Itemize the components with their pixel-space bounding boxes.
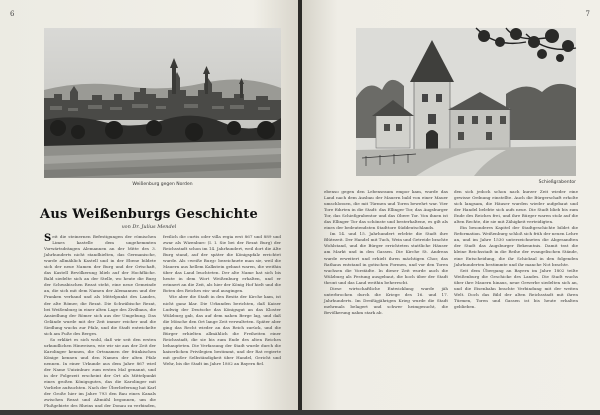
paragraph: ebenso gegen den Lebensraum empor kam, wurde das Land nach dem Ausbau der Mauern bald von einer Mauer umschlossen, die mit Türmen und Toren bewehrt war. Vier Tore führten in die Stadt: das Ellinger Tor, das Augsburger Tor, das Schießgrabentor und das Obere Tor. Von ihnen ist das Ellinger Tor das schönste und besterhaltene, es gilt als eines der bedeutendsten Stadttore Süddeutschlands. [324, 189, 448, 231]
page-number: 7 [585, 10, 590, 18]
paragraph: Seit dem Übergang an Bayern im Jahre 1802 teilte Weißenburg die Geschicke des Landes. Die Stadt wuchs über ihre Mauern hinaus, neue Gewerbe siedelten sich an, und die Eisenbahn brachte Verbindung mit der weiten Welt. Doch das Bild der alten Reichsstadt mit ihren Türmen, Toren und Gassen ist bis heute erhalten geblieben. [454, 267, 578, 309]
gate-tower-photo [356, 28, 576, 176]
page-number: 6 [10, 10, 15, 18]
paragraph: Diese wirtschaftliche Entwicklung wurde jäh unterbrochen durch die Kriege des 16. und 17. Jahrhunderts. Im Dreißigjährigen Krieg wurde die Stadt mehrmals belagert und schwer heimgesucht, die Bevölkerung nahm stark ab. [324, 285, 448, 315]
dropcap: S [44, 233, 52, 244]
paragraph: freilich die curtis oder villa regia erst 867 und 889 und zwar als Wizenburc (I. I. Sie bei der Rezat Burg) der Reichsstadt schon im 14. Jahrhundert, weil dort die Alte Burg stand, auf der später die Königspfalz errichtet wurde. Als «weiße Burg» bezeichnete man sie, weil die Mauern aus hellem Kalkstein gebaut waren, die weithin über das Land leuchteten. Der alte Name hat sich bis heute in dem Wort Weißenburg erhalten, und er erinnert an die Zeit, als hier der König Hof hielt und die Boten des Reiches ein- und ausgingen. [163, 234, 281, 294]
paragraph: So erklärt es sich wohl, daß wir seit den ersten urkundlichen Hinweisen, wie wir sie aus der Zeit der Karolinger kennen, die Ortsnamen der fränkischen Könige kennen und den Namen der alten Pfalz nennen. In einer Urkunde aus dem Jahre 867 wird der Name Uuizinburc zum ersten Mal genannt, und in der Folgezeit erscheint der Ort als Mittelpunkt eines großen Königsgutes, das die Karolinger mit Vorliebe aufsuchten. Nach der Überlieferung hat Karl der Große hier im Jahre 793 den Bau eines Kanals zwischen Rezat und Altmühl begonnen, um die Flußgebiete des Rheins und der Donau zu verbinden, die sogenannte Fossa Carolina. [44, 336, 156, 415]
photo-caption: Weißenburg gegen Norden [132, 182, 193, 187]
town-panorama-photo [44, 28, 281, 178]
paragraph: eit die steinernen Befestigungen der römischen Limes kastelle dem ungehemmten Vorwärtsdrängen Alemannen an der Mitte des 3. Jahrhunderts nicht standhielten, das Germanische, wurde allmählich Kastell und in der Ebene bildete sich der neue Namen der Burg und der Ortschaft, das Kastell Bevölkerung blieb auf der Hochfläche. Bald siedelte sich an der Stelle, wo heute die Burg der Schwabischen Rezat steht, eine neue Gemeinde an, die sich mit dem Namen der Alemannen und der Franken verband und als Mittelpunkt des Landes, der alte Römer, die Rezat. Die Schwäbische Rezat, bei Weißenburg in einer alten Lage des Zivilbaus, die Ansiedlung der Römer sich aus der Umgebung. Das Gelände wurde mit der Zeit immer reicher und die Siedlung wuchs zur Pfalz, und die Stadt entwickelte sich am Fuße des Berges. [44, 234, 156, 336]
text-column-2 [163, 234, 281, 404]
paragraph: Im 14. und 15. Jahrhundert erlebte die Stadt ihre Blütezeit. Der Handel mit Tuch, Wein und Getreide brachte Wohlstand, und die Bürger errichteten stattliche Häuser am Markt und in den Gassen. Die Kirche St. Andreas wurde erweitert und erhielt ihren mächtigen Chor, das Rathaus entstand in gotischen Formen, und vor den Toren wuchsen die Vorstädte. In dieser Zeit wurde auch die Wülzburg als Festung ausgebaut, die hoch über der Stadt thront und das Land weithin beherrscht. [324, 231, 448, 285]
article-byline: von Dr. Julius Mendel [121, 224, 177, 230]
paragraph: Wie aber die Stadt in den Besitz der Kirche kam, ist nicht ganz klar. Die Urkunden berichten, daß Kaiser Ludwig der Deutsche das Königsgut an das Kloster Wülzburg gab, das auf dem nahen Berge lag, und daß die Mönche den Ort lange Zeit verwalteten. Später aber ging das Recht wieder an das Reich zurück, und die Bürger erhielten allmählich die Freiheiten einer Reichsstadt, die sie bis zum Ende des alten Reiches behaupteten. Die Verfassung der Stadt wurde durch die kaiserlichen Privilegien bestimmt, und der Rat regierte mit großer Selbständigkeit über Handel, Gericht und Wehr, bis die Stadt im Jahre 1802 an Bayern fiel. [163, 294, 281, 366]
text-column-1 [44, 233, 156, 415]
paragraph: Ein besonderes Kapitel der Stadtgeschichte bildet die Reformation. Weißenburg schloß sich früh der neuen Lehre an, und im Jahre 1530 unterzeichneten die Abgesandten der Stadt das Augsburger Bekenntnis. Damit trat die kleine Reichsstadt in die Reihe der evangelischen Stände, eine Entscheidung, die ihr Schicksal in den folgenden Jahrhunderten bestimmte und ihr manche Not brachte. [454, 225, 578, 267]
article-title: Aus Weißenburgs Geschichte [40, 207, 258, 222]
left-page [0, 0, 298, 415]
paragraph: den sich jedoch schon nach kurzer Zeit wieder eine gewisse Ordnung einstellte. Auch die Bürgerschaft erholte sich langsam, die Häuser wurden wieder aufgebaut und der Handel belebte sich aufs neue. Die Stadt blieb bis zum Ende des Reiches frei, und ihre Bürger waren stolz auf die alten Rechte, die sie mit Zähigkeit verteidigten. [454, 189, 578, 225]
right-page [302, 0, 600, 410]
photo-caption: Schießgrabentor [538, 180, 576, 185]
text-column-1 [324, 189, 448, 404]
text-column-2 [454, 189, 578, 404]
